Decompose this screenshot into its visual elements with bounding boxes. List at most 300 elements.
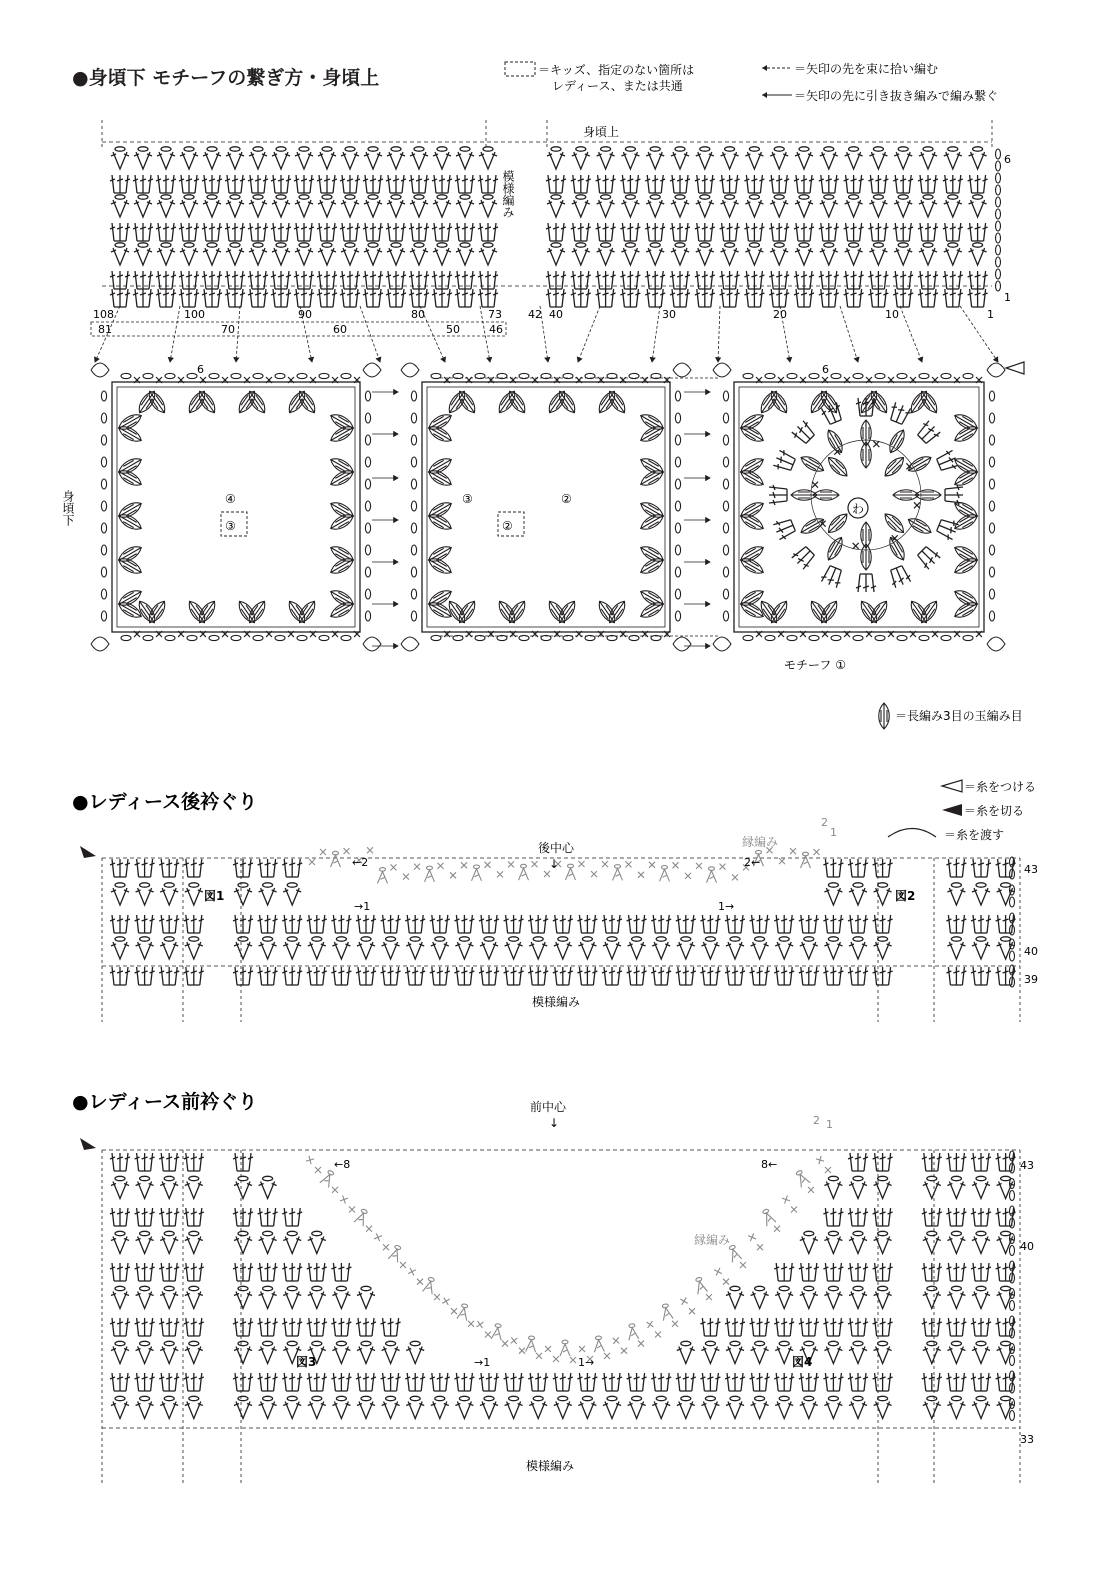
cluster-stitch bbox=[638, 543, 666, 565]
post-stitch bbox=[135, 859, 155, 877]
v-stitch bbox=[234, 883, 252, 905]
post-stitch bbox=[873, 1318, 893, 1336]
post-stitch bbox=[868, 271, 888, 289]
motif-number-kids-3: ③ bbox=[225, 519, 236, 533]
chain-picot bbox=[365, 479, 370, 489]
edging-stitch bbox=[757, 1244, 763, 1250]
cluster-stitch bbox=[235, 388, 259, 415]
svg-text:42: 42 bbox=[528, 308, 542, 321]
chain-picot bbox=[875, 373, 885, 378]
post-stitch bbox=[918, 289, 938, 307]
post-stitch bbox=[546, 223, 566, 241]
post-stitch bbox=[454, 967, 474, 985]
cluster-stitch bbox=[767, 598, 791, 625]
v-stitch bbox=[272, 195, 290, 217]
post-stitch bbox=[478, 289, 498, 307]
post-stitch bbox=[946, 1153, 966, 1171]
v-stitch bbox=[621, 195, 639, 217]
round-stitch bbox=[887, 564, 912, 588]
chain-picot bbox=[723, 567, 728, 577]
post-stitch bbox=[331, 1263, 351, 1281]
post-stitch bbox=[819, 289, 839, 307]
edging-stitch bbox=[306, 1156, 314, 1164]
chain-picot bbox=[989, 479, 994, 489]
post-stitch bbox=[159, 859, 179, 877]
v-stitch bbox=[696, 195, 714, 217]
v-stitch bbox=[203, 243, 221, 265]
v-stitch bbox=[529, 937, 547, 959]
v-stitch bbox=[997, 883, 1015, 905]
edging-stitch bbox=[638, 872, 644, 878]
cluster-stitch bbox=[328, 543, 356, 565]
right-row-1-front: 1→ bbox=[578, 1356, 595, 1369]
edging-stitch bbox=[672, 1321, 678, 1327]
edging-stitch bbox=[790, 848, 796, 854]
v-stitch bbox=[721, 243, 739, 265]
post-stitch bbox=[225, 223, 245, 241]
cluster-stitch bbox=[295, 388, 319, 415]
v-stitch bbox=[234, 1286, 252, 1308]
post-stitch bbox=[670, 223, 690, 241]
post-stitch bbox=[577, 967, 597, 985]
post-stitch bbox=[233, 915, 253, 933]
cluster-stitch bbox=[185, 598, 209, 625]
v-stitch bbox=[824, 1341, 842, 1363]
v-stitch bbox=[628, 937, 646, 959]
post-stitch bbox=[571, 289, 591, 307]
chain-picot bbox=[101, 611, 106, 621]
post-stitch bbox=[676, 967, 696, 985]
edging-stitch bbox=[423, 1276, 437, 1294]
v-stitch bbox=[572, 147, 590, 169]
cluster-stitch bbox=[328, 423, 356, 445]
v-stitch bbox=[547, 243, 565, 265]
cluster-stitch bbox=[455, 388, 479, 415]
post-stitch bbox=[159, 1153, 179, 1171]
cluster-stitch bbox=[426, 511, 454, 533]
chain-picot bbox=[787, 635, 797, 640]
six-mark-right: 6 bbox=[822, 363, 829, 376]
post-stitch bbox=[159, 967, 179, 985]
v-stitch bbox=[820, 243, 838, 265]
edging-stitch bbox=[545, 1346, 551, 1352]
v-stitch bbox=[597, 147, 615, 169]
cluster-stitch bbox=[135, 388, 159, 415]
edging-stitch bbox=[485, 1332, 491, 1338]
post-stitch bbox=[258, 967, 278, 985]
v-stitch bbox=[357, 1286, 375, 1308]
post-stitch bbox=[996, 1263, 1016, 1281]
edging-stitch bbox=[801, 852, 811, 868]
post-stitch bbox=[184, 1208, 204, 1226]
v-stitch bbox=[701, 937, 719, 959]
edging-stitch bbox=[693, 1276, 707, 1294]
v-stitch bbox=[621, 147, 639, 169]
post-stitch bbox=[546, 289, 566, 307]
edging-stitch bbox=[309, 859, 315, 865]
v-stitch bbox=[433, 147, 451, 169]
post-stitch bbox=[454, 915, 474, 933]
motif-number-2: ② bbox=[561, 492, 572, 506]
v-stitch bbox=[671, 195, 689, 217]
edging-stitch bbox=[367, 847, 373, 853]
v-stitch bbox=[111, 1396, 129, 1418]
chain-picot bbox=[365, 545, 370, 555]
post-stitch bbox=[184, 967, 204, 985]
post-stitch bbox=[179, 223, 199, 241]
edging-stitch bbox=[332, 1187, 338, 1193]
chain-picot bbox=[297, 635, 307, 640]
chain-picot bbox=[743, 635, 753, 640]
v-stitch bbox=[628, 1396, 646, 1418]
post-stitch bbox=[546, 175, 566, 193]
v-stitch bbox=[185, 937, 203, 959]
chain-picot bbox=[989, 391, 994, 401]
corner-loop bbox=[673, 637, 691, 651]
post-stitch bbox=[848, 1263, 868, 1281]
post-stitch bbox=[799, 915, 819, 933]
post-stitch bbox=[996, 1208, 1016, 1226]
v-stitch bbox=[849, 1176, 867, 1198]
chain-picot bbox=[411, 523, 416, 533]
svg-text:70: 70 bbox=[221, 323, 235, 336]
v-stitch bbox=[259, 1396, 277, 1418]
v-stitch bbox=[923, 1341, 941, 1363]
post-stitch bbox=[363, 271, 383, 289]
v-stitch bbox=[134, 195, 152, 217]
v-stitch bbox=[972, 937, 990, 959]
v-stitch bbox=[947, 1341, 965, 1363]
v-stitch bbox=[969, 195, 987, 217]
round-stitch bbox=[790, 419, 817, 446]
cluster-stitch bbox=[738, 543, 766, 565]
v-stitch bbox=[554, 937, 572, 959]
edging-stitch bbox=[626, 861, 632, 867]
post-stitch bbox=[627, 1373, 647, 1391]
post-stitch bbox=[596, 175, 616, 193]
post-stitch bbox=[258, 1208, 278, 1226]
post-stitch bbox=[645, 223, 665, 241]
edging-stitch bbox=[472, 865, 482, 881]
post-stitch bbox=[602, 1373, 622, 1391]
v-stitch bbox=[677, 1341, 695, 1363]
v-stitch bbox=[726, 937, 744, 959]
post-stitch bbox=[596, 223, 616, 241]
v-stitch bbox=[249, 195, 267, 217]
chain-picot bbox=[209, 635, 219, 640]
v-stitch bbox=[547, 195, 565, 217]
post-stitch bbox=[225, 175, 245, 193]
cluster-stitch bbox=[426, 499, 454, 521]
edging-stitch bbox=[647, 1321, 654, 1328]
chain-picot bbox=[411, 545, 416, 555]
turning-chain bbox=[996, 221, 1001, 243]
post-stitch bbox=[873, 1153, 893, 1171]
v-stitch bbox=[997, 1341, 1015, 1363]
section2-title: ●レディース後衿ぐり bbox=[72, 791, 258, 813]
post-stitch bbox=[159, 1318, 179, 1336]
chain-picot bbox=[253, 635, 263, 640]
cluster-stitch bbox=[952, 555, 980, 577]
legend-cut: ＝糸を切る bbox=[964, 804, 1025, 818]
corner-loop bbox=[363, 363, 381, 377]
cluster-stitch bbox=[907, 598, 931, 625]
legend-pass: ＝糸を渡す bbox=[944, 828, 1005, 842]
post-stitch bbox=[996, 1318, 1016, 1336]
edging-stitch bbox=[627, 1323, 639, 1340]
round-stitch bbox=[906, 453, 934, 475]
v-stitch bbox=[677, 937, 695, 959]
post-stitch bbox=[271, 223, 291, 241]
post-stitch bbox=[248, 223, 268, 241]
edging-stitch bbox=[782, 1195, 790, 1203]
v-stitch bbox=[431, 1396, 449, 1418]
v-stitch bbox=[696, 147, 714, 169]
edging-stitch bbox=[477, 1321, 484, 1328]
post-stitch bbox=[356, 1373, 376, 1391]
cluster-stitch bbox=[328, 511, 356, 533]
post-stitch bbox=[620, 289, 640, 307]
v-stitch bbox=[185, 1341, 203, 1363]
post-stitch bbox=[744, 289, 764, 307]
motif-label: モチーフ ① bbox=[784, 658, 846, 672]
chain-picot bbox=[963, 373, 973, 378]
post-stitch bbox=[258, 915, 278, 933]
post-stitch bbox=[943, 289, 963, 307]
cluster-stitch bbox=[738, 423, 766, 445]
upper-body-stitch-grid bbox=[110, 147, 1001, 307]
v-stitch bbox=[479, 147, 497, 169]
post-stitch bbox=[478, 223, 498, 241]
svg-text:46: 46 bbox=[489, 323, 503, 336]
v-stitch bbox=[160, 1396, 178, 1418]
chain-picot bbox=[897, 635, 907, 640]
post-stitch bbox=[294, 223, 314, 241]
v-stitch bbox=[997, 937, 1015, 959]
v-stitch bbox=[824, 1396, 842, 1418]
post-stitch bbox=[331, 1318, 351, 1336]
round-stitch bbox=[769, 485, 787, 505]
v-stitch bbox=[455, 1396, 473, 1418]
post-stitch bbox=[546, 271, 566, 289]
post-stitch bbox=[282, 915, 302, 933]
edging-stitch bbox=[374, 1233, 382, 1241]
v-stitch bbox=[849, 1341, 867, 1363]
chain-picot bbox=[275, 635, 285, 640]
chain-picot bbox=[231, 635, 241, 640]
post-stitch bbox=[294, 289, 314, 307]
post-stitch bbox=[386, 289, 406, 307]
post-stitch bbox=[922, 1318, 942, 1336]
post-stitch bbox=[769, 271, 789, 289]
post-stitch bbox=[819, 271, 839, 289]
v-stitch bbox=[382, 937, 400, 959]
post-stitch bbox=[528, 915, 548, 933]
post-stitch bbox=[602, 915, 622, 933]
v-stitch bbox=[410, 147, 428, 169]
v-stitch bbox=[272, 147, 290, 169]
post-stitch bbox=[651, 915, 671, 933]
cluster-stitch bbox=[426, 423, 454, 445]
v-stitch bbox=[479, 243, 497, 265]
post-stitch bbox=[571, 223, 591, 241]
single-crochet bbox=[853, 543, 859, 549]
fig2-label: 図2 bbox=[895, 889, 916, 903]
post-stitch bbox=[946, 1263, 966, 1281]
chain-picot bbox=[101, 435, 106, 445]
chain-picot bbox=[101, 567, 106, 577]
post-stitch bbox=[971, 1373, 991, 1391]
section1-title: ●身頃下 モチーフの繋ぎ方・身頃上 bbox=[72, 67, 380, 89]
edging-stitch bbox=[526, 1336, 537, 1352]
round-stitch bbox=[824, 427, 846, 455]
v-stitch bbox=[874, 1396, 892, 1418]
v-stitch bbox=[406, 1396, 424, 1418]
section3-title: ●レディース前衿ぐり bbox=[72, 1091, 258, 1113]
post-stitch bbox=[971, 915, 991, 933]
cluster-stitch bbox=[738, 467, 766, 489]
chain-picot bbox=[675, 501, 680, 511]
edge-row-2: 2 bbox=[821, 816, 828, 829]
turning-chain bbox=[996, 173, 1001, 195]
post-stitch bbox=[135, 1263, 155, 1281]
cluster-stitch bbox=[495, 598, 519, 625]
post-stitch bbox=[971, 1153, 991, 1171]
chain-picot bbox=[675, 589, 680, 599]
post-stitch bbox=[943, 175, 963, 193]
round-stitch bbox=[773, 449, 797, 474]
v-stitch bbox=[997, 1396, 1015, 1418]
v-stitch bbox=[185, 1231, 203, 1253]
post-stitch bbox=[794, 223, 814, 241]
chain-picot bbox=[675, 611, 680, 621]
post-stitch bbox=[799, 1373, 819, 1391]
post-stitch bbox=[819, 223, 839, 241]
cluster-stitch bbox=[495, 388, 519, 415]
chain-picot bbox=[809, 373, 819, 378]
post-stitch bbox=[971, 1318, 991, 1336]
v-stitch bbox=[849, 1396, 867, 1418]
v-stitch bbox=[696, 243, 714, 265]
chain-picot bbox=[319, 635, 329, 640]
edging-stitch bbox=[340, 1195, 348, 1203]
edging-stitch bbox=[706, 1294, 712, 1300]
chain-picot bbox=[989, 545, 994, 555]
post-stitch bbox=[340, 289, 360, 307]
cluster-stitch bbox=[235, 598, 259, 625]
post-stitch bbox=[282, 859, 302, 877]
cluster-stitch bbox=[867, 598, 891, 625]
v-stitch bbox=[824, 883, 842, 905]
legend-attach: ＝糸をつける bbox=[964, 780, 1037, 794]
v-stitch bbox=[136, 1396, 154, 1418]
cluster-stitch bbox=[952, 511, 980, 533]
v-stitch bbox=[364, 195, 382, 217]
cluster-stitch bbox=[328, 411, 356, 433]
legend-section1 bbox=[505, 61, 998, 103]
v-stitch bbox=[997, 1286, 1015, 1308]
post-stitch bbox=[282, 967, 302, 985]
edging-stitch bbox=[461, 862, 467, 868]
corner-loop bbox=[987, 637, 1005, 651]
motif-number-3: ③ bbox=[462, 492, 473, 506]
v-stitch bbox=[646, 243, 664, 265]
chain-picot bbox=[853, 635, 863, 640]
chain-picot bbox=[365, 391, 370, 401]
v-stitch bbox=[849, 883, 867, 905]
post-stitch bbox=[528, 1373, 548, 1391]
legend-section2 bbox=[888, 780, 1036, 842]
v-stitch bbox=[824, 1231, 842, 1253]
post-stitch bbox=[645, 289, 665, 307]
v-stitch bbox=[923, 1176, 941, 1198]
v-stitch bbox=[919, 147, 937, 169]
edging-stitch bbox=[511, 1337, 518, 1344]
svg-text:100: 100 bbox=[184, 308, 205, 321]
chain-picot bbox=[963, 635, 973, 640]
edging-stitch bbox=[391, 864, 397, 870]
chain-picot bbox=[989, 457, 994, 467]
chain-picot bbox=[787, 373, 797, 378]
post-stitch bbox=[331, 915, 351, 933]
post-stitch bbox=[823, 1208, 843, 1226]
post-stitch bbox=[922, 1153, 942, 1171]
post-stitch bbox=[478, 175, 498, 193]
post-stitch bbox=[968, 289, 988, 307]
cluster-stitch bbox=[595, 388, 619, 415]
v-stitch bbox=[972, 1286, 990, 1308]
edging-stitch bbox=[723, 1279, 729, 1285]
cluster-stitch bbox=[638, 411, 666, 433]
cluster-stitch bbox=[638, 555, 666, 577]
cluster-stitch bbox=[738, 455, 766, 477]
svg-text:＝長編み3目の玉編み目: ＝長編み3目の玉編み目 bbox=[895, 709, 1023, 723]
v-stitch bbox=[572, 243, 590, 265]
round-stitch bbox=[945, 485, 963, 505]
post-stitch bbox=[873, 859, 893, 877]
v-stitch bbox=[456, 195, 474, 217]
post-stitch bbox=[823, 915, 843, 933]
round-stitch bbox=[856, 574, 876, 592]
v-stitch bbox=[308, 1231, 326, 1253]
edging-stitch bbox=[320, 849, 326, 855]
v-stitch bbox=[529, 1396, 547, 1418]
cluster-stitch bbox=[328, 455, 356, 477]
post-stitch bbox=[455, 223, 475, 241]
round-stitch bbox=[915, 544, 942, 571]
post-stitch bbox=[184, 1318, 204, 1336]
edging-stitch bbox=[383, 1244, 389, 1250]
v-stitch bbox=[845, 147, 863, 169]
edging-stitch bbox=[714, 1268, 722, 1276]
chain-picot bbox=[341, 373, 351, 378]
chain-picot bbox=[765, 373, 775, 378]
edging-stitch bbox=[579, 861, 585, 867]
v-stitch bbox=[160, 1231, 178, 1253]
edging-stitch bbox=[442, 1298, 449, 1305]
chain-picot bbox=[723, 435, 728, 445]
chain-picot bbox=[297, 373, 307, 378]
post-stitch bbox=[848, 859, 868, 877]
post-stitch bbox=[156, 223, 176, 241]
v-stitch bbox=[332, 1396, 350, 1418]
v-stitch bbox=[480, 1396, 498, 1418]
cluster-stitch bbox=[426, 555, 454, 577]
v-stitch bbox=[745, 195, 763, 217]
fig3-label: 図3 bbox=[296, 1355, 317, 1369]
cluster-stitch bbox=[426, 543, 454, 565]
v-stitch bbox=[357, 1341, 375, 1363]
